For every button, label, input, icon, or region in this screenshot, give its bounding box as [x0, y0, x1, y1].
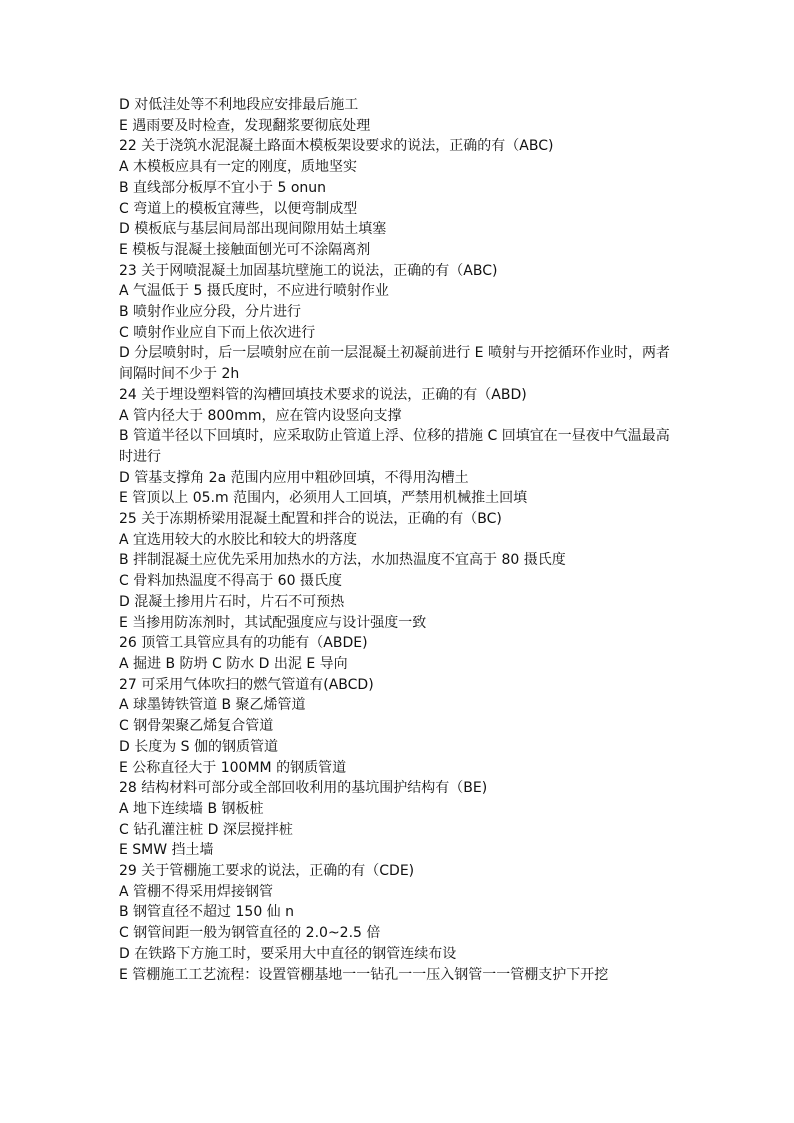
text-line: B 喷射作业应分段，分片进行	[119, 304, 302, 321]
text-line: D 模板底与基层间局部出现间隙用姑土填塞	[119, 221, 387, 238]
text-line: A 管内径大于 800mm，应在管内设竖向支撑	[119, 407, 402, 424]
text-line: E SMW 挡土墙	[119, 842, 214, 859]
text-line: E 管顶以上 05.m 范围内，必须用人工回填，严禁用机械推土回填	[119, 490, 528, 507]
text-line: E 遇雨要及时检查，发现翻浆要彻底处理	[119, 117, 371, 134]
text-line: D 对低洼处等不利地段应安排最后施工	[119, 97, 359, 113]
text-line: C 钻孔灌注桩 D 深层搅拌桩	[119, 821, 293, 838]
question-22-stem: 22 关于浇筑水泥混凝土路面木模板架设要求的说法，正确的有（ABC)	[119, 138, 554, 155]
text-line: E 模板与混凝土接触面刨光可不涂隔离剂	[119, 241, 371, 258]
text-paragraph: B 管道半径以下回填时，应采取防止管道上浮、位移的措施 C 回填宜在一昼夜中气温最高时进行	[119, 428, 670, 465]
question-29-stem: 29 关于管棚施工要求的说法，正确的有（CDE)	[119, 863, 415, 880]
question-26-stem: 26 顶管工具管应具有的功能有（ABDE)	[119, 635, 368, 652]
text-line: D 混凝土掺用片石时，片石不可预热	[119, 593, 345, 610]
question-28-stem: 28 结构材料可部分或全部回收利用的基坑围护结构有（BE)	[119, 780, 488, 797]
text-line: D 管基支撑角 2a 范围内应用中粗砂回填，不得用沟槽土	[119, 469, 469, 486]
text-line: D 长度为 S 伽的钢质管道	[119, 738, 279, 755]
text-line: A 气温低于 5 摄氏度时，不应进行喷射作业	[119, 283, 389, 300]
question-27-stem: 27 可采用气体吹扫的燃气管道有(ABCD)	[119, 676, 374, 693]
document-body	[119, 95, 679, 985]
text-line: A 管棚不得采用焊接钢管	[119, 883, 274, 900]
text-line: E 当掺用防冻剂时，其试配强度应与设计强度一致	[119, 614, 427, 631]
text-line: B 钢管直径不超过 150 仙 n	[119, 904, 294, 921]
text-line: C 骨料加热温度不得高于 60 摄氏度	[119, 573, 342, 590]
text-line: A 宜选用较大的水胶比和较大的坍落度	[119, 531, 358, 548]
text-line: A 地下连续墙 B 钢板桩	[119, 800, 264, 817]
text-paragraph: D 分层喷射时，后一层喷射应在前一层混凝土初凝前进行 E 喷射与开挖循环作业时，两者间隔时间不少于 2h	[119, 345, 670, 383]
text-line: C 弯道上的模板宜薄些，以便弯制成型	[119, 200, 358, 217]
text-line: C 钢骨架聚乙烯复合管道	[119, 718, 274, 735]
text-line: B 直线部分板厚不宜小于 5 onun	[119, 179, 327, 196]
text-line: D 在铁路下方施工时，要采用大中直径的钢管连续布设	[119, 945, 457, 962]
question-24-stem: 24 关于埋设塑料管的沟槽回填技术要求的说法，正确的有（ABD)	[119, 386, 527, 403]
text-line: A 木模板应具有一定的刚度，质地坚实	[119, 159, 358, 176]
text-line: E 公称直径大于 100MM 的钢质管道	[119, 759, 347, 776]
text-line: C 钢管间距一般为钢管直径的 2.0~2.5 倍	[119, 925, 381, 942]
question-23-stem: 23 关于网喷混凝土加固基坑壁施工的说法，正确的有（ABC)	[119, 262, 498, 279]
text-paragraph: E 管棚施工工艺流程：设置管棚基地一一钻孔一一压入钢管一一管棚支护下开挖	[119, 966, 609, 983]
text-line: A 掘进 B 防坍 C 防水 D 出泥 E 导向	[119, 655, 348, 672]
text-line: B 拌制混凝土应优先采用加热水的方法，水加热温度不宜高于 80 摄氏度	[119, 552, 566, 569]
question-25-stem: 25 关于冻期桥梁用混凝土配置和拌合的说法，正确的有（BC)	[119, 511, 502, 528]
text-line: A 球墨铸铁管道 B 聚乙烯管道	[119, 697, 306, 714]
text-line: C 喷射作业应自下而上依次进行	[119, 324, 316, 341]
